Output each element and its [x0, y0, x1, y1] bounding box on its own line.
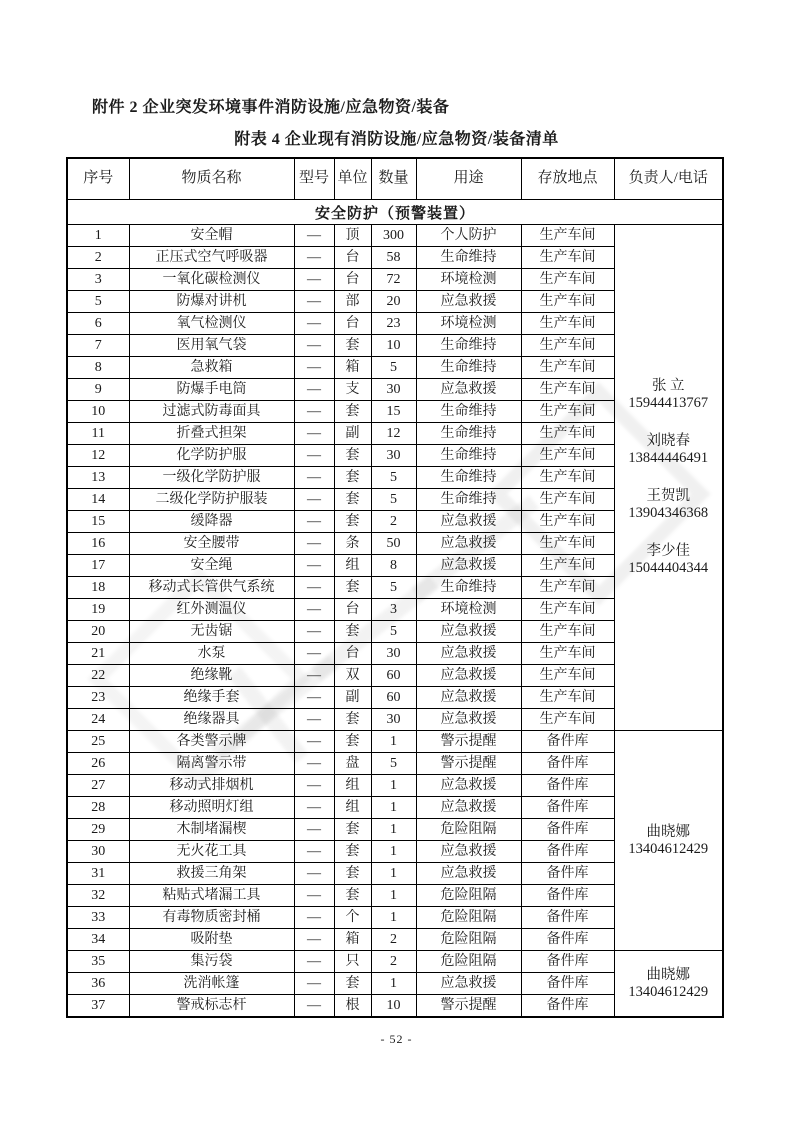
cell-use: 应急救援: [416, 291, 521, 313]
cell-qty: 1: [371, 819, 416, 841]
cell-no: 19: [67, 599, 129, 621]
cell-unit: 套: [334, 335, 371, 357]
cell-model: —: [294, 973, 334, 995]
cell-no: 32: [67, 885, 129, 907]
cell-use: 危险阻隔: [416, 819, 521, 841]
cell-use: 应急救援: [416, 687, 521, 709]
cell-qty: 30: [371, 709, 416, 731]
cell-model: —: [294, 819, 334, 841]
cell-qty: 50: [371, 533, 416, 555]
cell-model: —: [294, 335, 334, 357]
contact-entry: [628, 824, 708, 858]
cell-location: 生产车间: [521, 533, 614, 555]
cell-unit: 套: [334, 819, 371, 841]
cell-qty: 5: [371, 621, 416, 643]
contact-name: 曲晓娜: [646, 823, 690, 840]
cell-qty: 23: [371, 313, 416, 335]
cell-location: 备件库: [521, 731, 614, 753]
cell-use: 应急救援: [416, 555, 521, 577]
cell-qty: 10: [371, 335, 416, 357]
cell-contact-group: [614, 731, 723, 951]
cell-model: —: [294, 511, 334, 533]
cell-name: 绝缘器具: [129, 709, 294, 731]
cell-unit: 个: [334, 907, 371, 929]
cell-model: —: [294, 863, 334, 885]
cell-name: 隔离警示带: [129, 753, 294, 775]
cell-location: 备件库: [521, 797, 614, 819]
cell-use: 应急救援: [416, 775, 521, 797]
cell-model: —: [294, 269, 334, 291]
equipment-table: [66, 157, 724, 1018]
cell-use: 生命维持: [416, 467, 521, 489]
cell-use: 生命维持: [416, 577, 521, 599]
cell-model: —: [294, 885, 334, 907]
cell-qty: 1: [371, 841, 416, 863]
cell-location: 生产车间: [521, 511, 614, 533]
cell-unit: 套: [334, 709, 371, 731]
cell-no: 9: [67, 379, 129, 401]
cell-name: 粘贴式堵漏工具: [129, 885, 294, 907]
cell-location: 备件库: [521, 951, 614, 973]
cell-use: 应急救援: [416, 973, 521, 995]
header-model: 型号: [294, 158, 334, 200]
cell-use: 生命维持: [416, 423, 521, 445]
cell-qty: 1: [371, 885, 416, 907]
cell-no: 18: [67, 577, 129, 599]
cell-unit: 支: [334, 379, 371, 401]
cell-location: 备件库: [521, 973, 614, 995]
cell-model: —: [294, 797, 334, 819]
cell-name: 移动式排烟机: [129, 775, 294, 797]
cell-unit: 组: [334, 775, 371, 797]
cell-unit: 台: [334, 247, 371, 269]
cell-unit: 副: [334, 687, 371, 709]
cell-location: 生产车间: [521, 445, 614, 467]
cell-location: 生产车间: [521, 621, 614, 643]
cell-no: 25: [67, 731, 129, 753]
table-row: [67, 951, 723, 973]
equipment-table-body: [67, 225, 723, 1018]
cell-name: 一氧化碳检测仪: [129, 269, 294, 291]
cell-location: 生产车间: [521, 665, 614, 687]
contact-name: 李少佳: [646, 543, 690, 559]
cell-unit: 双: [334, 665, 371, 687]
contact-name: 王贺凯: [646, 488, 690, 504]
cell-location: 生产车间: [521, 401, 614, 423]
cell-use: 应急救援: [416, 841, 521, 863]
cell-unit: 台: [334, 269, 371, 291]
cell-no: 12: [67, 445, 129, 467]
cell-contact-group: [614, 225, 723, 731]
cell-no: 14: [67, 489, 129, 511]
header-use: 用途: [416, 158, 521, 200]
cell-model: —: [294, 775, 334, 797]
cell-no: 17: [67, 555, 129, 577]
cell-qty: 60: [371, 665, 416, 687]
cell-location: 备件库: [521, 929, 614, 951]
header-unit: 单位: [334, 158, 371, 200]
cell-name: 水泵: [129, 643, 294, 665]
cell-qty: 2: [371, 511, 416, 533]
cell-name: 移动照明灯组: [129, 797, 294, 819]
cell-name: 急救箱: [129, 357, 294, 379]
header-no: 序号: [67, 158, 129, 200]
table-row: [67, 731, 723, 753]
cell-use: 环境检测: [416, 269, 521, 291]
cell-qty: 72: [371, 269, 416, 291]
cell-name: 防爆对讲机: [129, 291, 294, 313]
contact-phone: 13404612429: [628, 840, 709, 857]
cell-location: 备件库: [521, 863, 614, 885]
header-location: 存放地点: [521, 158, 614, 200]
contact-name: 刘晓春: [646, 433, 690, 449]
cell-location: 生产车间: [521, 599, 614, 621]
cell-no: 1: [67, 225, 129, 247]
cell-use: 生命维持: [416, 335, 521, 357]
cell-use: 生命维持: [416, 357, 521, 379]
cell-use: 生命维持: [416, 247, 521, 269]
cell-model: —: [294, 401, 334, 423]
cell-model: —: [294, 225, 334, 247]
cell-name: 移动式长管供气系统: [129, 577, 294, 599]
cell-location: 备件库: [521, 753, 614, 775]
cell-unit: 台: [334, 643, 371, 665]
cell-qty: 1: [371, 863, 416, 885]
cell-qty: 5: [371, 467, 416, 489]
cell-no: 36: [67, 973, 129, 995]
cell-no: 27: [67, 775, 129, 797]
cell-no: 16: [67, 533, 129, 555]
cell-qty: 15: [371, 401, 416, 423]
cell-use: 危险阻隔: [416, 885, 521, 907]
cell-unit: 套: [334, 511, 371, 533]
cell-unit: 套: [334, 863, 371, 885]
cell-use: 警示提醒: [416, 995, 521, 1018]
cell-no: 29: [67, 819, 129, 841]
cell-no: 7: [67, 335, 129, 357]
cell-model: —: [294, 753, 334, 775]
cell-unit: 根: [334, 995, 371, 1018]
cell-unit: 箱: [334, 357, 371, 379]
cell-no: 13: [67, 467, 129, 489]
cell-model: —: [294, 929, 334, 951]
cell-model: —: [294, 687, 334, 709]
cell-name: 红外测温仪: [129, 599, 294, 621]
cell-unit: 部: [334, 291, 371, 313]
cell-unit: 盘: [334, 753, 371, 775]
cell-location: 生产车间: [521, 269, 614, 291]
cell-unit: 套: [334, 577, 371, 599]
cell-model: —: [294, 709, 334, 731]
cell-no: 28: [67, 797, 129, 819]
table-row: [67, 225, 723, 247]
cell-model: —: [294, 665, 334, 687]
cell-model: —: [294, 643, 334, 665]
contact-entry: [628, 967, 708, 1001]
cell-use: 生命维持: [416, 445, 521, 467]
cell-name: 防爆手电筒: [129, 379, 294, 401]
cell-name: 医用氧气袋: [129, 335, 294, 357]
cell-name: 绝缘靴: [129, 665, 294, 687]
cell-location: 备件库: [521, 885, 614, 907]
cell-location: 备件库: [521, 907, 614, 929]
cell-location: 备件库: [521, 841, 614, 863]
cell-unit: 套: [334, 401, 371, 423]
cell-no: 3: [67, 269, 129, 291]
cell-unit: 套: [334, 621, 371, 643]
contact-entry: [628, 433, 708, 467]
cell-unit: 套: [334, 885, 371, 907]
cell-unit: 组: [334, 555, 371, 577]
cell-model: —: [294, 357, 334, 379]
cell-location: 生产车间: [521, 577, 614, 599]
cell-unit: 组: [334, 797, 371, 819]
cell-use: 生命维持: [416, 489, 521, 511]
cell-name: 洗消帐篷: [129, 973, 294, 995]
cell-model: —: [294, 951, 334, 973]
cell-model: —: [294, 555, 334, 577]
cell-location: 生产车间: [521, 555, 614, 577]
contact-list: [615, 731, 723, 950]
cell-no: 5: [67, 291, 129, 313]
cell-qty: 1: [371, 973, 416, 995]
cell-name: 安全腰带: [129, 533, 294, 555]
cell-model: —: [294, 907, 334, 929]
section-header-row: [67, 200, 723, 225]
cell-location: 生产车间: [521, 423, 614, 445]
cell-no: 24: [67, 709, 129, 731]
cell-no: 2: [67, 247, 129, 269]
cell-use: 应急救援: [416, 533, 521, 555]
cell-no: 35: [67, 951, 129, 973]
cell-model: —: [294, 841, 334, 863]
table-header-row: [67, 158, 723, 200]
cell-model: —: [294, 423, 334, 445]
contact-phone: 15944413767: [628, 395, 709, 411]
contact-entry: [628, 378, 708, 412]
cell-qty: 1: [371, 731, 416, 753]
cell-use: 环境检测: [416, 599, 521, 621]
cell-no: 6: [67, 313, 129, 335]
cell-location: 生产车间: [521, 247, 614, 269]
header-name: 物质名称: [129, 158, 294, 200]
cell-model: —: [294, 599, 334, 621]
cell-use: 个人防护: [416, 225, 521, 247]
cell-location: 生产车间: [521, 489, 614, 511]
cell-no: 33: [67, 907, 129, 929]
cell-location: 生产车间: [521, 467, 614, 489]
cell-name: 折叠式担架: [129, 423, 294, 445]
cell-name: 集污袋: [129, 951, 294, 973]
contact-phone: 13904346368: [628, 505, 709, 521]
cell-location: 生产车间: [521, 687, 614, 709]
cell-use: 应急救援: [416, 665, 521, 687]
cell-qty: 30: [371, 643, 416, 665]
cell-name: 救援三角架: [129, 863, 294, 885]
cell-qty: 1: [371, 797, 416, 819]
cell-name: 化学防护服: [129, 445, 294, 467]
cell-unit: 套: [334, 841, 371, 863]
cell-no: 11: [67, 423, 129, 445]
cell-name: 正压式空气呼吸器: [129, 247, 294, 269]
cell-use: 危险阻隔: [416, 951, 521, 973]
cell-name: 绝缘手套: [129, 687, 294, 709]
contact-phone: 13844446491: [628, 450, 709, 466]
cell-location: 生产车间: [521, 643, 614, 665]
contact-entry: [628, 488, 708, 522]
cell-unit: 箱: [334, 929, 371, 951]
contact-phone: 13404612429: [628, 983, 709, 1000]
cell-qty: 20: [371, 291, 416, 313]
cell-location: 生产车间: [521, 379, 614, 401]
header-contact: 负责人/电话: [614, 158, 723, 200]
cell-use: 应急救援: [416, 379, 521, 401]
cell-location: 生产车间: [521, 313, 614, 335]
cell-use: 危险阻隔: [416, 907, 521, 929]
cell-location: 生产车间: [521, 709, 614, 731]
cell-unit: 条: [334, 533, 371, 555]
contact-name: 张 立: [651, 378, 685, 394]
cell-no: 34: [67, 929, 129, 951]
cell-name: 有毒物质密封桶: [129, 907, 294, 929]
cell-no: 8: [67, 357, 129, 379]
cell-name: 二级化学防护服装: [129, 489, 294, 511]
cell-use: 警示提醒: [416, 731, 521, 753]
cell-use: 生命维持: [416, 401, 521, 423]
cell-unit: 套: [334, 489, 371, 511]
cell-model: —: [294, 291, 334, 313]
cell-qty: 30: [371, 379, 416, 401]
cell-qty: 1: [371, 775, 416, 797]
table-title: 附表 4 企业现有消防设施/应急物资/装备清单: [234, 131, 559, 148]
cell-location: 备件库: [521, 819, 614, 841]
cell-name: 一级化学防护服: [129, 467, 294, 489]
cell-qty: 5: [371, 577, 416, 599]
cell-contact-group: [614, 951, 723, 1018]
cell-name: 警戒标志杆: [129, 995, 294, 1018]
cell-model: —: [294, 577, 334, 599]
cell-qty: 12: [371, 423, 416, 445]
cell-qty: 5: [371, 489, 416, 511]
cell-model: —: [294, 533, 334, 555]
cell-name: 氧气检测仪: [129, 313, 294, 335]
cell-model: —: [294, 379, 334, 401]
section-header: 安全防护（预警装置）: [67, 200, 723, 225]
cell-no: 22: [67, 665, 129, 687]
cell-no: 26: [67, 753, 129, 775]
cell-name: 吸附垫: [129, 929, 294, 951]
cell-model: —: [294, 467, 334, 489]
cell-use: 应急救援: [416, 643, 521, 665]
cell-qty: 30: [371, 445, 416, 467]
header-qty: 数量: [371, 158, 416, 200]
contact-entry: [628, 543, 708, 577]
cell-no: 23: [67, 687, 129, 709]
cell-model: —: [294, 731, 334, 753]
cell-model: —: [294, 489, 334, 511]
contact-list: [615, 951, 723, 1016]
cell-unit: 顶: [334, 225, 371, 247]
cell-qty: 60: [371, 687, 416, 709]
cell-qty: 5: [371, 357, 416, 379]
cell-name: 无齿锯: [129, 621, 294, 643]
cell-location: 生产车间: [521, 225, 614, 247]
cell-location: 生产车间: [521, 291, 614, 313]
cell-use: 应急救援: [416, 511, 521, 533]
contact-name: 曲晓娜: [646, 966, 690, 983]
cell-no: 20: [67, 621, 129, 643]
cell-qty: 2: [371, 951, 416, 973]
contact-list: [615, 225, 723, 730]
cell-unit: 台: [334, 599, 371, 621]
cell-location: 生产车间: [521, 335, 614, 357]
cell-unit: 只: [334, 951, 371, 973]
cell-no: 21: [67, 643, 129, 665]
cell-model: —: [294, 313, 334, 335]
cell-name: 安全绳: [129, 555, 294, 577]
cell-no: 31: [67, 863, 129, 885]
cell-use: 应急救援: [416, 621, 521, 643]
contact-phone: 15044404344: [628, 560, 709, 576]
cell-unit: 套: [334, 973, 371, 995]
cell-model: —: [294, 445, 334, 467]
cell-model: —: [294, 621, 334, 643]
cell-name: 各类警示牌: [129, 731, 294, 753]
cell-location: 备件库: [521, 775, 614, 797]
cell-use: 环境检测: [416, 313, 521, 335]
cell-use: 应急救援: [416, 709, 521, 731]
cell-no: 37: [67, 995, 129, 1018]
cell-qty: 10: [371, 995, 416, 1018]
cell-name: 缓降器: [129, 511, 294, 533]
cell-no: 15: [67, 511, 129, 533]
cell-use: 应急救援: [416, 797, 521, 819]
cell-name: 无火花工具: [129, 841, 294, 863]
cell-model: —: [294, 995, 334, 1018]
cell-use: 应急救援: [416, 863, 521, 885]
cell-name: 过滤式防毒面具: [129, 401, 294, 423]
cell-qty: 300: [371, 225, 416, 247]
cell-qty: 8: [371, 555, 416, 577]
page-number: - 52 -: [380, 1032, 413, 1046]
cell-location: 备件库: [521, 995, 614, 1018]
cell-qty: 2: [371, 929, 416, 951]
cell-unit: 副: [334, 423, 371, 445]
cell-unit: 套: [334, 445, 371, 467]
cell-qty: 1: [371, 907, 416, 929]
cell-no: 10: [67, 401, 129, 423]
cell-model: —: [294, 247, 334, 269]
cell-name: 安全帽: [129, 225, 294, 247]
cell-unit: 套: [334, 467, 371, 489]
cell-unit: 套: [334, 731, 371, 753]
cell-use: 警示提醒: [416, 753, 521, 775]
cell-name: 木制堵漏楔: [129, 819, 294, 841]
cell-no: 30: [67, 841, 129, 863]
cell-qty: 3: [371, 599, 416, 621]
cell-unit: 台: [334, 313, 371, 335]
cell-use: 危险阻隔: [416, 929, 521, 951]
cell-location: 生产车间: [521, 357, 614, 379]
attachment-title: 附件 2 企业突发环境事件消防设施/应急物资/装备: [92, 99, 450, 116]
cell-qty: 58: [371, 247, 416, 269]
cell-qty: 5: [371, 753, 416, 775]
